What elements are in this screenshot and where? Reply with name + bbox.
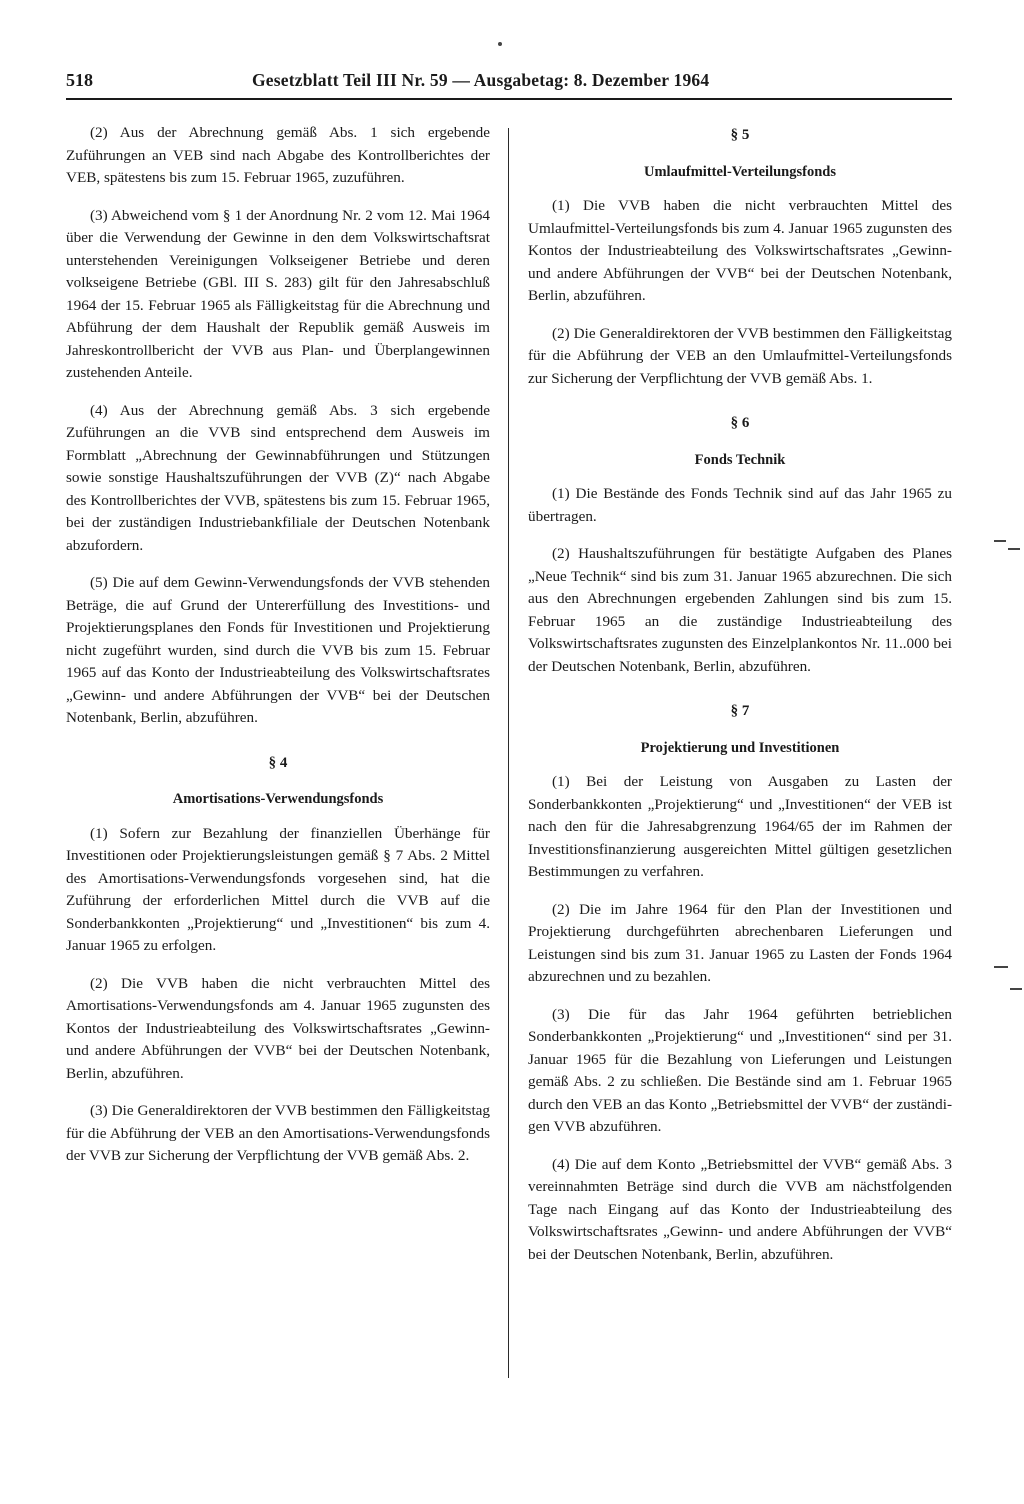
section-number: § 6 <box>730 415 750 431</box>
section-number: § 5 <box>730 127 750 143</box>
paragraph: (1) Die VVB haben die nicht verbrauchten Mittel des Umlaufmittel-Verteilungsfonds bis zum 4. Januar 1965 zugunsten des Kontos der Industrieabteilung des Volkswirtschaftsrates „Gewinn- und andere Abführungen der VVB“ bei der Deutschen Notenbank, Berlin, abzuführen. <box>528 197 952 304</box>
margin-mark <box>498 42 502 46</box>
paragraph: (4) Aus der Abrechnung gemäß Abs. 3 sich ergebende Zuführungen an die VVB sind entsprechend dem Ausweis im Formblatt „Abrechnung der Gewinnabführungen und Stützungen sowie sonstige Haushaltszuführungen der VVB (Z)“ nach Abgabe des Kontrollberichtes der VVB, spätestens bis zum 15. Februar 1965, bei der zuständigen Industriebankfiliale der Deutschen Notenbank abzufordern. <box>66 401 490 554</box>
paragraph: (2) Aus der Abrechnung gemäß Abs. 1 sich ergebende Zuführungen an VEB sind nach Abgabe des Kontrollberichtes der VEB, spätestens bis zum 15. Februar 1965, zuzuführen. <box>66 124 490 186</box>
paragraph: (1) Die Bestände des Fonds Technik sind auf das Jahr 1965 zu übertragen. <box>528 485 952 525</box>
paragraph: (4) Die auf dem Konto „Betriebsmittel der VVB“ gemäß Abs. 3 vereinnahmten Beträge sind durch die VVB am nächstfolgenden Tage nach Eingang auf das Konto der Industrieabteilung des Volkswirtschaftsrates „Gewinn- und andere Abführungen der VVB“ bei der Deutschen Notenbank, Berlin, abzuführen. <box>528 1155 952 1263</box>
page-number: 518 <box>66 70 93 90</box>
paragraph: (3) Abweichend vom § 1 der Anordnung Nr. 2 vom 12. Mai 1964 über die Verwendung der Gewinne in den dem Volkswirtschaftsrat unterstehenden Vereinigungen Volkseigener Betriebe und deren volkseigene Betriebe (GBl. III S. 283) gilt für den Jahresabschluß 1964 der 15. Februar 1965 als Fälligkeitstag für die Abrechnung und Abführung der dem Haushalt der Republik gemäß Ausweis im Jahreskontrollbericht der VVB aus Plan- und Überplangewinnen zustehenden Anteile. <box>66 206 490 381</box>
page-header <box>66 64 952 100</box>
section-title: Fonds Technik <box>694 451 786 468</box>
margin-mark <box>994 540 1006 542</box>
paragraph: (2) Die VVB haben die nicht verbrauchten Mittel des Amortisations-Verwendungsfonds am 4. Januar 1965 zugunsten des Kontos der Industrieabteilung des Volkswirtschaftsrates „Gewinn- und andere Abführungen der VVB“ bei der Deutschen Notenbank, Berlin, abzuführen. <box>66 974 490 1082</box>
column-divider <box>508 128 509 1378</box>
paragraph: (2) Die Generaldirektoren der VVB bestimmen den Fälligkeitstag für die Abführung der VEB an den Umlaufmittel-Verteilungsfonds zur Sicherung der Verpflichtung der VVB gemäß Abs. 1. <box>528 324 952 387</box>
section-title: Projektierung und Investitionen <box>640 739 840 756</box>
section-title: Umlaufmittel-Verteilungsfonds <box>644 163 836 180</box>
paragraph: (2) Haushaltszuführungen für bestätigte Aufgaben des Planes „Neue Technik“ sind bis zum 31. Januar 1965 abzurechnen. Die sich aus den Abrechnungen ergebenden Zahlungen sind bis zum 15. Februar 1965 an die zuständige Industrieabteilung des Volkswirtschaftsrates zugunsten des Einzelplankontos Nr. 11..000 bei der Deutschen Notenbank, Berlin, abzuführen. <box>528 545 952 675</box>
section-title: Amortisations-Verwendungsfonds <box>172 791 384 807</box>
section-number: § 7 <box>730 703 750 719</box>
paragraph: (1) Sofern zur Bezahlung der finanziellen Überhänge für Investitionen oder Projektierungsleistungen gemäß § 7 Abs. 2 Mittel des Amortisations-Verwendungsfonds vorgesehen sind, hat die Zuführung der erforderlichen Mittel durch die VVB auf die Sonderbankkonten „Projektierung“ und „Investitionen“ bis zum 4. Januar 1965 zu erfolgen. <box>66 824 490 954</box>
paragraph: (5) Die auf dem Gewinn-Verwendungsfonds der VVB stehenden Beträge, die auf Grund der Untererfüllung des Investitions- und Projektierungsplanes den Fonds für Investitionen und Projektierung nicht zugeführt wurden, sind durch die VVB bis zum 15. Februar 1965 auf das Konto der Industrieabteilung des Volkswirtschaftsrates „Gewinn- und andere Abführungen der VVB“ bei der Deutschen Notenbank, Berlin, abzuführen. <box>66 574 490 726</box>
paragraph: (1) Bei der Leistung von Ausgaben zu Lasten der Sonderbankkonten „Projektierung“ und „Investitionen“ der VEB ist nach den für die Jahresabgrenzung 1964/65 der im Rahmen der Investitionsfinanzierung ausgereichten Mittel gültigen gesetzlichen Bestimmungen zu verfahren. <box>528 773 952 880</box>
gazette-title: Gesetzblatt Teil III Nr. 59 — Ausgabetag: 8. Dezember 1964 <box>252 70 710 90</box>
margin-mark <box>994 966 1008 968</box>
section-number: § 4 <box>268 754 288 771</box>
right-column <box>528 122 952 1281</box>
paragraph: (3) Die Generaldirektoren der VVB bestimmen den Fälligkeitstag für die Abführung der VEB an den Amortisations-Verwendungsfonds der VVB zur Sicherung der Verpflichtung der VVB gemäß Abs. 2. <box>66 1102 490 1164</box>
paragraph: (3) Die für das Jahr 1964 geführten betrieblichen Sonderbankkonten „Projektierung“ und „Investitionen“ sind per 31. Januar 1965 für die Bezahlung von Lieferungen und Leistungen gemäß Abs. 2 zu schließen. Die Bestände sind am 1. Februar 1965 durch den VEB an das Konto „Betriebsmittel der VVB“ der zuständigen VVB abzuführen. <box>528 1005 952 1135</box>
paragraph: (2) Die im Jahre 1964 für den Plan der Investitionen und Projektierung durchgeführten abrechenbaren Lieferungen und Leistungen sind bis zum 31. Januar 1965 zu Lasten der Fonds 1964 abzurechnen und zu bezahlen. <box>528 900 952 985</box>
left-column <box>66 122 490 1183</box>
margin-mark <box>1010 988 1022 990</box>
margin-mark <box>1008 548 1020 550</box>
